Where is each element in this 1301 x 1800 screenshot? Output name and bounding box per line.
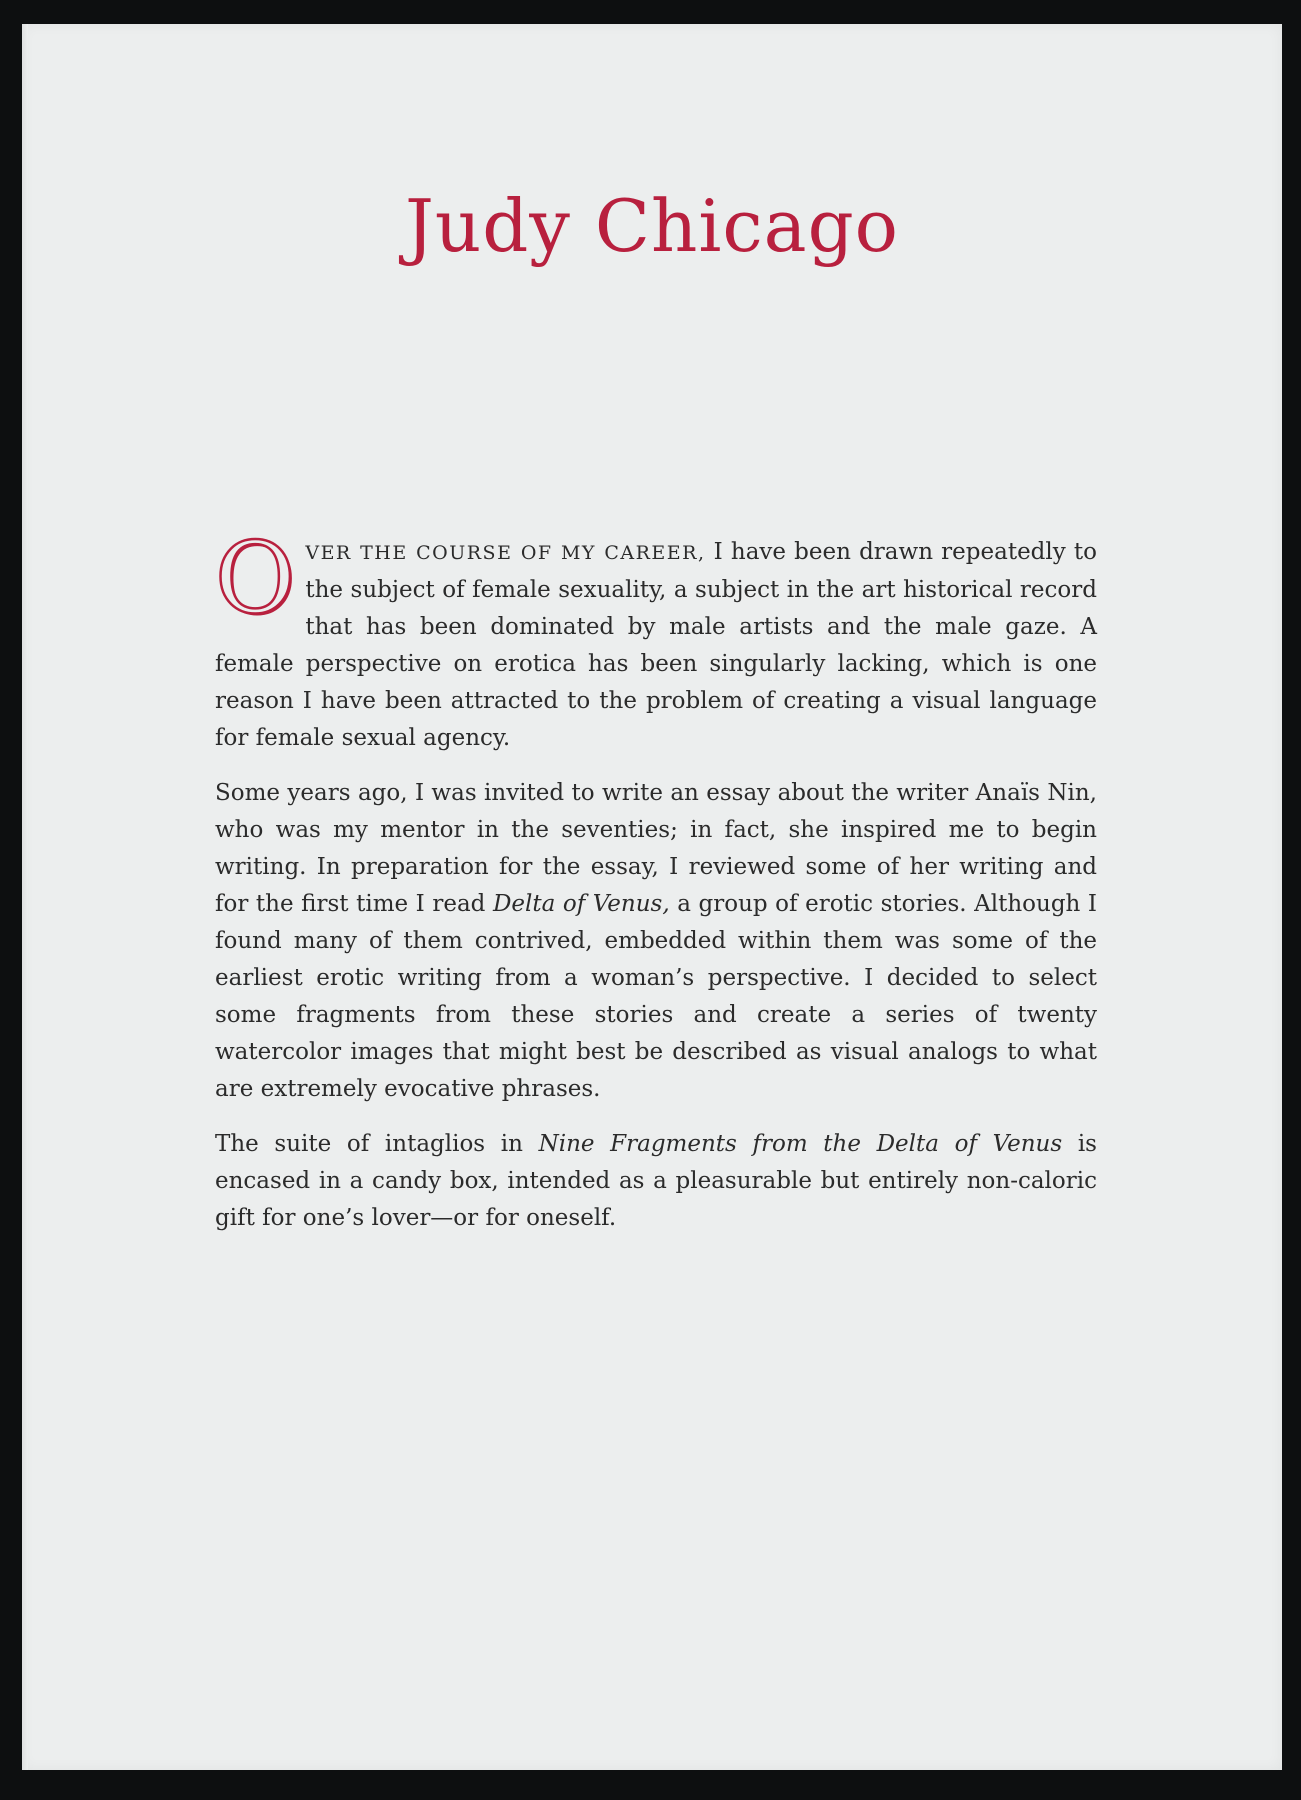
paragraph-3-text-b: is encased in a candy box, intended as a pleasurable but entirely non-caloric gift for one’s lover—or for oneself. [215, 1131, 1097, 1231]
drop-cap-letter: O [215, 522, 296, 636]
opening-smallcaps: VER THE COURSE OF MY CAREER, [305, 542, 706, 564]
paragraph-2 [215, 775, 1097, 1108]
paragraph-3-text-a: The suite of intaglios in [215, 1131, 539, 1157]
work-title-nine-fragments: Nine Fragments from the Delta of Venus [538, 1131, 1063, 1157]
book-title-delta-of-venus: Delta of Venus, [492, 891, 670, 917]
paragraph-2-text-b: a group of erotic stories. Although I found many of them contrived, embedded within them was some of the earliest erotic writing from a woman’s perspective. I decided to select some fragments from these stories and create a series of twenty watercolor images that might best be described as visual analogs to what are extremely evocative phrases. [215, 891, 1098, 1102]
essay-body [215, 522, 1098, 1255]
paragraph-1 [215, 522, 1097, 757]
printed-page [22, 24, 1282, 1770]
deckle-edge [22, 24, 28, 1770]
paragraph-2-text-a: Some years ago, I was invited to write an essay about the writer Anaïs Nin, who was my mentor in the seventies; in fact, she inspired me to begin writing. In preparation for the essay, I reviewed some of her writing and for the first time I read [215, 780, 1097, 917]
page-title: Judy Chicago [404, 184, 900, 268]
paragraph-1-text: I have been drawn repeatedly to the subject of female sexuality, a subject in the art historical record that has been dominated by male artists and the male gaze. A female perspective on erotica has been singularly lacking, which is one reason I have been attracted to the problem of creating a visual language for female sexual agency. [215, 539, 1097, 751]
paragraph-3 [215, 1126, 1097, 1237]
